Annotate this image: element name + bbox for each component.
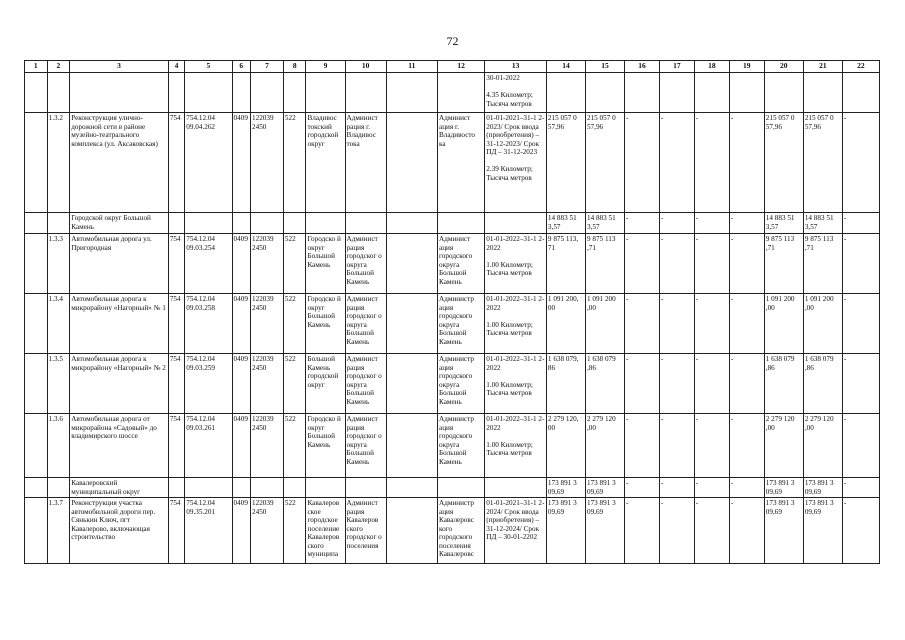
cell-c13: 01-01-2022–31-1 2-2022 1.00 Километр; Тысяча метров bbox=[485, 294, 547, 354]
cell-c8: 522 bbox=[283, 234, 306, 294]
cell-c2 bbox=[47, 478, 70, 498]
column-header: 5 bbox=[185, 61, 232, 73]
cell-c4: 754 bbox=[168, 234, 184, 294]
cell-c2 bbox=[47, 213, 70, 234]
column-header: 10 bbox=[345, 61, 386, 73]
cell-c20: 173 891 3 09,69 bbox=[764, 498, 803, 564]
cell-c20: 9 875 113 ,71 bbox=[764, 234, 803, 294]
cell-c16: - bbox=[625, 234, 660, 294]
cell-c6: 0409 bbox=[232, 294, 250, 354]
cell-c3: Кавалеровский муниципальный округ bbox=[70, 478, 169, 498]
cell-c15: 1 091 200 ,00 bbox=[585, 294, 624, 354]
column-header: 1 bbox=[25, 61, 48, 73]
cell-c16: - bbox=[625, 414, 660, 478]
cell-c6 bbox=[232, 73, 250, 113]
cell-c4 bbox=[168, 73, 184, 113]
cell-c11 bbox=[386, 498, 437, 564]
cell-c10: Админист рация городског о округа Большой Камень bbox=[345, 414, 386, 478]
cell-c7 bbox=[251, 478, 284, 498]
cell-c11 bbox=[386, 73, 437, 113]
cell-c12: Администр ация городского округа Большой Камень bbox=[438, 414, 485, 478]
cell-c2: 1.3.7 bbox=[47, 498, 70, 564]
column-header: 22 bbox=[842, 61, 879, 73]
cell-c11 bbox=[386, 478, 437, 498]
cell-c19: - bbox=[729, 213, 764, 234]
cell-c12: Администр ация городского округа Большой Камень bbox=[438, 294, 485, 354]
cell-c22: - bbox=[842, 213, 879, 234]
column-header: 20 bbox=[764, 61, 803, 73]
cell-c20: 1 091 200 ,00 bbox=[764, 294, 803, 354]
column-header: 2 bbox=[47, 61, 70, 73]
cell-c10: Админист рация Кавалеров ского городског о поселения bbox=[345, 498, 386, 564]
cell-c2: 1.3.3 bbox=[47, 234, 70, 294]
cell-c18: - bbox=[694, 213, 729, 234]
cell-c9: Городско й округ Большой Камень bbox=[306, 234, 345, 294]
cell-c3: Автомобильная дорога ул. Пригородная bbox=[70, 234, 169, 294]
cell-c9 bbox=[306, 478, 345, 498]
cell-c17: - bbox=[659, 234, 694, 294]
column-header: 14 bbox=[546, 61, 585, 73]
cell-c13 bbox=[485, 478, 547, 498]
cell-c8: 522 bbox=[283, 294, 306, 354]
cell-c4: 754 bbox=[168, 354, 184, 414]
cell-c6 bbox=[232, 478, 250, 498]
cell-c10: Админист рация городског о округа Большой Камень bbox=[345, 234, 386, 294]
cell-c14: 14 883 51 3,57 bbox=[546, 213, 585, 234]
cell-c15 bbox=[585, 73, 624, 113]
cell-c21: 215 057 0 57,96 bbox=[803, 113, 842, 213]
cell-c7: 122039 2450 bbox=[251, 354, 284, 414]
cell-c5 bbox=[185, 73, 232, 113]
cell-c17: - bbox=[659, 354, 694, 414]
cell-c15: 173 891 3 09,69 bbox=[585, 498, 624, 564]
cell-c14 bbox=[546, 73, 585, 113]
table-row bbox=[25, 234, 880, 294]
cell-c8: 522 bbox=[283, 113, 306, 213]
cell-c10 bbox=[345, 478, 386, 498]
cell-c21: 9 875 113 ,71 bbox=[803, 234, 842, 294]
table-row bbox=[25, 478, 880, 498]
cell-c12: Администр ация Кавалеровс кого городского поселения Кавалеровс bbox=[438, 498, 485, 564]
cell-c21: 173 891 3 09,69 bbox=[803, 498, 842, 564]
cell-c17: - bbox=[659, 498, 694, 564]
cell-c4: 754 bbox=[168, 294, 184, 354]
cell-c9: Большой Камень городской округ bbox=[306, 354, 345, 414]
cell-c19: - bbox=[729, 354, 764, 414]
cell-c3: Автомобильная дорога к микрорайону «Нагорный» № 1 bbox=[70, 294, 169, 354]
cell-c7: 122039 2450 bbox=[251, 414, 284, 478]
cell-c22: - bbox=[842, 478, 879, 498]
cell-c19: - bbox=[729, 498, 764, 564]
cell-c18: - bbox=[694, 498, 729, 564]
cell-c21 bbox=[803, 73, 842, 113]
cell-c22 bbox=[842, 73, 879, 113]
cell-c1 bbox=[25, 498, 48, 564]
cell-c11 bbox=[386, 414, 437, 478]
cell-c8 bbox=[283, 478, 306, 498]
table-row bbox=[25, 113, 880, 213]
cell-c19: - bbox=[729, 113, 764, 213]
cell-c9 bbox=[306, 213, 345, 234]
cell-c17: - bbox=[659, 478, 694, 498]
cell-c1 bbox=[25, 73, 48, 113]
cell-c13: 01-01-2022–31-1 2-2022 1.00 Километр; Тысяча метров bbox=[485, 234, 547, 294]
cell-c7: 122039 2450 bbox=[251, 113, 284, 213]
cell-c20: 173 891 3 09,69 bbox=[764, 478, 803, 498]
cell-c1 bbox=[25, 113, 48, 213]
column-header: 21 bbox=[803, 61, 842, 73]
cell-c13: 30-01-2022 4.35 Километр; Тысяча метров bbox=[485, 73, 547, 113]
cell-c18: - bbox=[694, 113, 729, 213]
cell-c17 bbox=[659, 73, 694, 113]
column-header: 19 bbox=[729, 61, 764, 73]
cell-c16 bbox=[625, 73, 660, 113]
cell-c10 bbox=[345, 73, 386, 113]
cell-c3: Городской округ Большой Камень bbox=[70, 213, 169, 234]
cell-c18: - bbox=[694, 478, 729, 498]
cell-c21: 1 638 079 ,86 bbox=[803, 354, 842, 414]
column-header: 16 bbox=[625, 61, 660, 73]
cell-c3: Реконструкция улично-дорожной сети в районе музейно-театрального комплекса (ул. Аксаковская) bbox=[70, 113, 169, 213]
cell-c2: 1.3.5 bbox=[47, 354, 70, 414]
registry-table bbox=[24, 60, 880, 564]
cell-c13 bbox=[485, 213, 547, 234]
cell-c9: Кавалеров ское городское поселение Кавалеров ского муниципа bbox=[306, 498, 345, 564]
cell-c14: 1 638 079, 86 bbox=[546, 354, 585, 414]
column-header: 15 bbox=[585, 61, 624, 73]
column-header: 12 bbox=[438, 61, 485, 73]
cell-c13: 01-01-2022–31-1 2-2022 1.00 Километр; Тысяча метров bbox=[485, 354, 547, 414]
cell-c19: - bbox=[729, 294, 764, 354]
cell-c6 bbox=[232, 213, 250, 234]
cell-c22: - bbox=[842, 294, 879, 354]
cell-c10: Админист рация городског о округа Большой Камень bbox=[345, 294, 386, 354]
table-row bbox=[25, 414, 880, 478]
cell-c8: 522 bbox=[283, 498, 306, 564]
cell-c16: - bbox=[625, 478, 660, 498]
cell-c16: - bbox=[625, 294, 660, 354]
cell-c9 bbox=[306, 73, 345, 113]
cell-c2: 1.3.4 bbox=[47, 294, 70, 354]
cell-c19: - bbox=[729, 414, 764, 478]
cell-c9: Городско й округ Большой Камень bbox=[306, 294, 345, 354]
cell-c12: Администр ация городского округа Большой Камень bbox=[438, 354, 485, 414]
cell-c11 bbox=[386, 234, 437, 294]
column-header: 7 bbox=[251, 61, 284, 73]
column-header: 13 bbox=[485, 61, 547, 73]
cell-c9: Владивос токский городской округ bbox=[306, 113, 345, 213]
cell-c20: 1 638 079 ,86 bbox=[764, 354, 803, 414]
cell-c16: - bbox=[625, 498, 660, 564]
cell-c19: - bbox=[729, 234, 764, 294]
cell-c4 bbox=[168, 478, 184, 498]
cell-c8 bbox=[283, 73, 306, 113]
cell-c4: 754 bbox=[168, 414, 184, 478]
column-header: 4 bbox=[168, 61, 184, 73]
cell-c4: 754 bbox=[168, 498, 184, 564]
cell-c11 bbox=[386, 354, 437, 414]
cell-c19: - bbox=[729, 478, 764, 498]
cell-c1 bbox=[25, 234, 48, 294]
cell-c7: 122039 2450 bbox=[251, 234, 284, 294]
cell-c20: 14 883 51 3,57 bbox=[764, 213, 803, 234]
cell-c3: Автомобильная дорога к микрорайону «Нагорный» № 2 bbox=[70, 354, 169, 414]
cell-c4 bbox=[168, 213, 184, 234]
cell-c21: 1 091 200 ,00 bbox=[803, 294, 842, 354]
cell-c15: 14 883 51 3,57 bbox=[585, 213, 624, 234]
cell-c15: 9 875 113 ,71 bbox=[585, 234, 624, 294]
cell-c12: Админист ация городского округа Большой Камень bbox=[438, 234, 485, 294]
cell-c2: 1.3.6 bbox=[47, 414, 70, 478]
cell-c14: 215 057 0 57,96 bbox=[546, 113, 585, 213]
table-row bbox=[25, 213, 880, 234]
cell-c5: 754.12.04 09.04.262 bbox=[185, 113, 232, 213]
cell-c15: 173 891 3 09,69 bbox=[585, 478, 624, 498]
cell-c3 bbox=[70, 73, 169, 113]
table-row bbox=[25, 498, 880, 564]
column-header: 18 bbox=[694, 61, 729, 73]
cell-c20: 215 057 0 57,96 bbox=[764, 113, 803, 213]
cell-c17: - bbox=[659, 213, 694, 234]
cell-c22: - bbox=[842, 234, 879, 294]
cell-c21: 14 883 51 3,57 bbox=[803, 213, 842, 234]
column-header: 8 bbox=[283, 61, 306, 73]
cell-c6: 0409 bbox=[232, 234, 250, 294]
cell-c8: 522 bbox=[283, 354, 306, 414]
cell-c20 bbox=[764, 73, 803, 113]
cell-c15: 2 279 120 ,00 bbox=[585, 414, 624, 478]
cell-c14: 1 091 200, 00 bbox=[546, 294, 585, 354]
cell-c1 bbox=[25, 354, 48, 414]
page-number: 72 bbox=[446, 34, 459, 48]
cell-c17: - bbox=[659, 414, 694, 478]
cell-c7 bbox=[251, 73, 284, 113]
cell-c13: 01-01-2022–31-1 2-2022 1.00 Километр; Тысяча метров bbox=[485, 414, 547, 478]
cell-c5: 754.12.04 09.03.258 bbox=[185, 294, 232, 354]
cell-c16: - bbox=[625, 354, 660, 414]
cell-c15: 1 638 079 ,86 bbox=[585, 354, 624, 414]
cell-c1 bbox=[25, 478, 48, 498]
cell-c21: 2 279 120 ,00 bbox=[803, 414, 842, 478]
column-header: 11 bbox=[386, 61, 437, 73]
cell-c12 bbox=[438, 73, 485, 113]
cell-c12: Админист ация г. Владивосто ка bbox=[438, 113, 485, 213]
cell-c1 bbox=[25, 213, 48, 234]
cell-c2 bbox=[47, 73, 70, 113]
cell-c5: 754.12.04 09.03.259 bbox=[185, 354, 232, 414]
cell-c14: 9 875 113, 71 bbox=[546, 234, 585, 294]
cell-c8 bbox=[283, 213, 306, 234]
table-row bbox=[25, 354, 880, 414]
cell-c7 bbox=[251, 213, 284, 234]
cell-c11 bbox=[386, 213, 437, 234]
registry-sheet bbox=[24, 60, 880, 564]
cell-c16: - bbox=[625, 213, 660, 234]
column-header: 6 bbox=[232, 61, 250, 73]
cell-c10: Админист рация г. Владивос тока bbox=[345, 113, 386, 213]
cell-c16: - bbox=[625, 113, 660, 213]
cell-c9: Городско й округ Большой Камень bbox=[306, 414, 345, 478]
cell-c4: 754 bbox=[168, 113, 184, 213]
column-header: 3 bbox=[70, 61, 169, 73]
cell-c14: 173 891 3 09,69 bbox=[546, 498, 585, 564]
cell-c22: - bbox=[842, 498, 879, 564]
cell-c6: 0409 bbox=[232, 113, 250, 213]
cell-c3: Реконструкция участка автомобильной дороги пер. Сянькин Ключ, пгт Кавалерово, включающая строительство bbox=[70, 498, 169, 564]
table-row bbox=[25, 73, 880, 113]
cell-c6: 0409 bbox=[232, 498, 250, 564]
cell-c7: 122039 2450 bbox=[251, 498, 284, 564]
column-header: 17 bbox=[659, 61, 694, 73]
cell-c13: 01-01-2021–31-1 2-2024/ Срок ввода (приобретения) – 31-12-2024/ Срок ПД – 30-01-2202 bbox=[485, 498, 547, 564]
cell-c20: 2 279 120 ,00 bbox=[764, 414, 803, 478]
cell-c17: - bbox=[659, 294, 694, 354]
cell-c18: - bbox=[694, 414, 729, 478]
column-header: 9 bbox=[306, 61, 345, 73]
cell-c5: 754.12.04 09.35.201 bbox=[185, 498, 232, 564]
cell-c18: - bbox=[694, 294, 729, 354]
cell-c21: 173 891 3 09,69 bbox=[803, 478, 842, 498]
cell-c18: - bbox=[694, 354, 729, 414]
cell-c11 bbox=[386, 113, 437, 213]
cell-c13: 01-01-2021–31-1 2-2023/ Срок ввода (приобретения) – 31-12-2023/ Срок ПД – 31-12-2023 2.39 Километр; Тысяча метров bbox=[485, 113, 547, 213]
cell-c7: 122039 2450 bbox=[251, 294, 284, 354]
cell-c10: Админист рация городског о округа Большой Камень bbox=[345, 354, 386, 414]
cell-c5: 754.12.04 09.03.261 bbox=[185, 414, 232, 478]
table-row bbox=[25, 294, 880, 354]
table-body bbox=[25, 73, 880, 564]
cell-c6: 0409 bbox=[232, 354, 250, 414]
cell-c14: 173 891 3 09,69 bbox=[546, 478, 585, 498]
cell-c14: 2 279 120, 00 bbox=[546, 414, 585, 478]
cell-c22: - bbox=[842, 113, 879, 213]
cell-c10 bbox=[345, 213, 386, 234]
cell-c6: 0409 bbox=[232, 414, 250, 478]
cell-c5 bbox=[185, 213, 232, 234]
cell-c5: 754.12.04 09.03.254 bbox=[185, 234, 232, 294]
cell-c22: - bbox=[842, 354, 879, 414]
cell-c8: 522 bbox=[283, 414, 306, 478]
cell-c5 bbox=[185, 478, 232, 498]
cell-c12 bbox=[438, 213, 485, 234]
cell-c12 bbox=[438, 478, 485, 498]
cell-c1 bbox=[25, 294, 48, 354]
cell-c18: - bbox=[694, 234, 729, 294]
cell-c11 bbox=[386, 294, 437, 354]
cell-c19 bbox=[729, 73, 764, 113]
cell-c22: - bbox=[842, 414, 879, 478]
cell-c15: 215 057 0 57,96 bbox=[585, 113, 624, 213]
cell-c18 bbox=[694, 73, 729, 113]
cell-c17: - bbox=[659, 113, 694, 213]
cell-c2: 1.3.2 bbox=[47, 113, 70, 213]
cell-c3: Автомобильная дорога от микрорайона «Садовый» до владимирского шоссе bbox=[70, 414, 169, 478]
header-row bbox=[25, 61, 880, 73]
cell-c1 bbox=[25, 414, 48, 478]
